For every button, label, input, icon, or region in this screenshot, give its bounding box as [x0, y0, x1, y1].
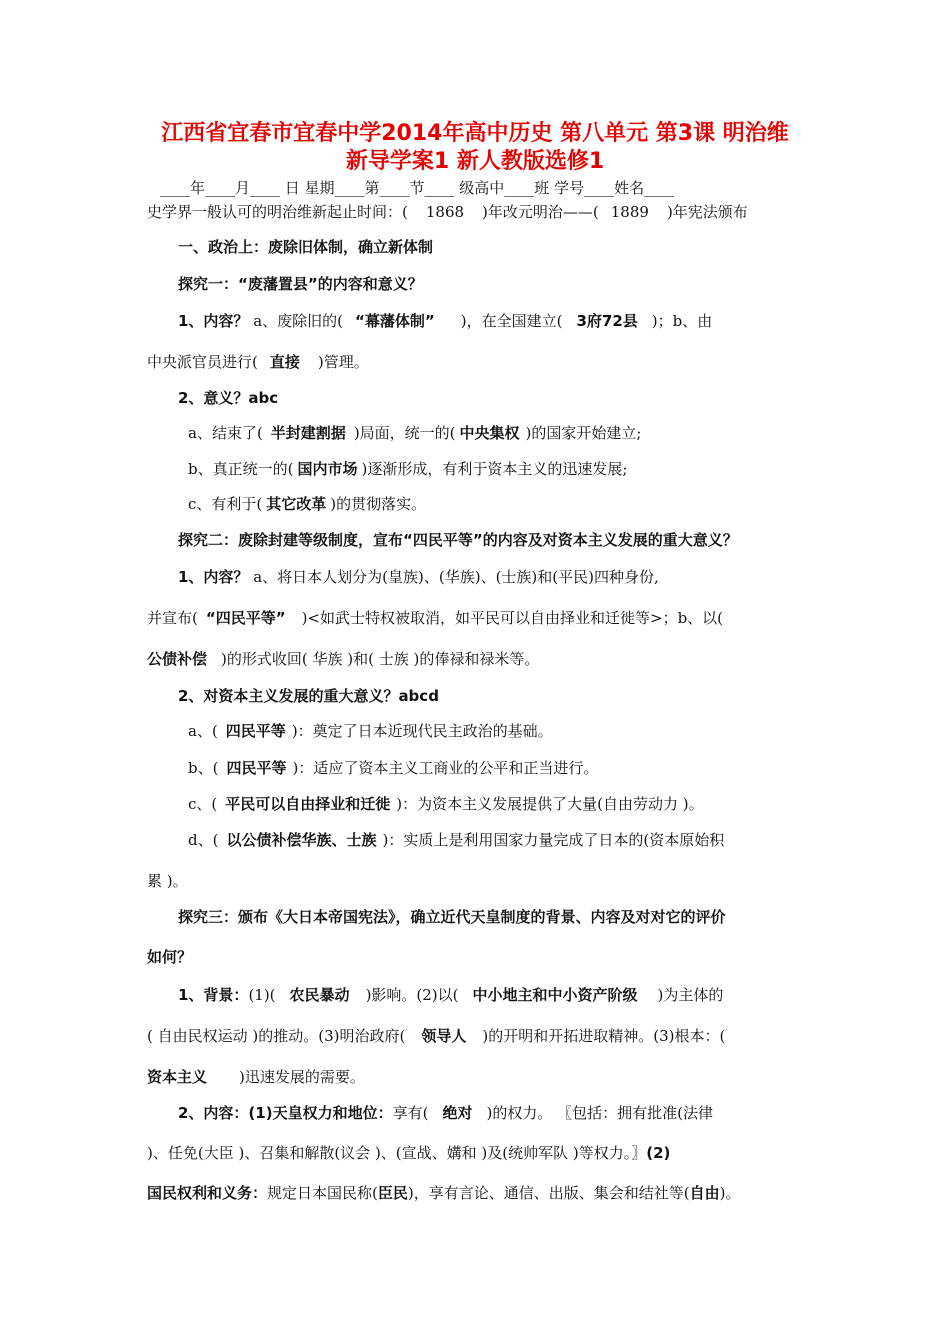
explore2-content-line3: 公债补偿 )的形式收回( 华族 )和( 士族 )的俸禄和禄米等。	[147, 650, 540, 668]
intro-line: 史学界一般认可的明治维新起止时间：( 1868 )年改元明治——( 1889 )年宪法颁布	[147, 203, 748, 221]
title-line-1: 江西省宜春市宜春中学2014年高中历史 第八单元 第3课 明治维	[161, 121, 789, 146]
answer: “幕藩体制”	[355, 312, 435, 330]
meaning-c: c、有利于( 其它改革 )的贯彻落实。	[188, 495, 427, 513]
answer: 直接	[269, 353, 300, 371]
explore3-heading-line1: 探究三：颁布《大日本帝国宪法》，确立近代天皇制度的背景、内容及对对它的评价	[178, 908, 726, 926]
header-info: ____年____月____ 日 星期____第____节____ 级高中____班 学号____姓名____	[160, 179, 675, 197]
start-year: 1868	[425, 203, 465, 221]
answer: 3府72县	[576, 312, 638, 330]
content-line1: 2、内容：(1)天皇权力和地位：享有( 绝对 )的权力。 〖包括：拥有批准(法律	[178, 1104, 713, 1122]
section1-heading: 一、政治上：废除旧体制，确立新体制	[178, 238, 434, 256]
explore2-content-line2: 并宣布( “四民平等” )<如武士特权被取消，如平民可以自由择业和迁徙等>；b、以(	[147, 609, 724, 627]
end-year: 1889	[610, 203, 649, 221]
meaning-a: a、结束了( 半封建割据 )局面，统一的( 中央集权 )的国家开始建立;	[188, 424, 642, 442]
explore1-heading: 探究一：“废藩置县”的内容和意义？	[178, 275, 423, 293]
explore2-heading: 探究二：废除封建等级制度，宣布“四民平等”的内容及对资本主义发展的重大意义？	[178, 531, 738, 549]
content-line2: )、任免(大臣 )、召集和解散(议会 )、(宣战、媾和 )及(统帅军队 )等权力。〗(2)	[147, 1144, 671, 1162]
significance-b: b、( 四民平等 )：适应了资本主义工商业的公平和正当进行。	[188, 759, 599, 777]
meaning-b: b、真正统一的( 国内市场 )逐渐形成，有利于资本主义的迅速发展;	[188, 460, 628, 478]
significance-c: c、( 平民可以自由择业和迁徙 )：为资本主义发展提供了大量(自由劳动力 )。	[188, 795, 704, 813]
significance-d: d、( 以公债补偿华族、士族 )：实质上是利用国家力量完成了日本的(资本原始积	[188, 831, 725, 849]
explore1-content-line1: 1、内容？ a、废除旧的( “幕藩体制” )，在全国建立( 3府72县 )；b、由	[178, 312, 713, 330]
significance-label: 2、对资本主义发展的重大意义？abcd	[178, 687, 439, 705]
background-line3: 资本主义 )迅速发展的需要。	[147, 1068, 365, 1086]
significance-d-cont: 累 )。	[147, 872, 188, 890]
significance-a: a、( 四民平等 )：奠定了日本近现代民主政治的基础。	[188, 722, 553, 740]
background-line1: 1、背景：(1)( 农民暴动 )影响。(2)以( 中小地主和中小资产阶级 )为主体的	[178, 986, 724, 1004]
explore1-content-line2: 中央派官员进行( 直接 )管理。	[147, 353, 369, 371]
explore2-content-line1: 1、内容？ a、将日本人划分为(皇族)、(华族)、(士族)和(平民)四种身份,	[178, 568, 659, 586]
content-line3: 国民权利和义务：规定日本国民称(臣民)，享有言论、通信、出版、集会和结社等(自由)。	[147, 1184, 741, 1202]
title-line-2: 新导学案1 新人教版选修1	[345, 149, 605, 174]
explore3-heading-line2: 如何？	[147, 948, 193, 966]
background-line2: ( 自由民权运动 )的推动。(3)明治政府( 领导人 )的开明和开拓进取精神。(3)根本：(	[147, 1027, 726, 1045]
meaning-label: 2、意义？abc	[178, 389, 279, 407]
